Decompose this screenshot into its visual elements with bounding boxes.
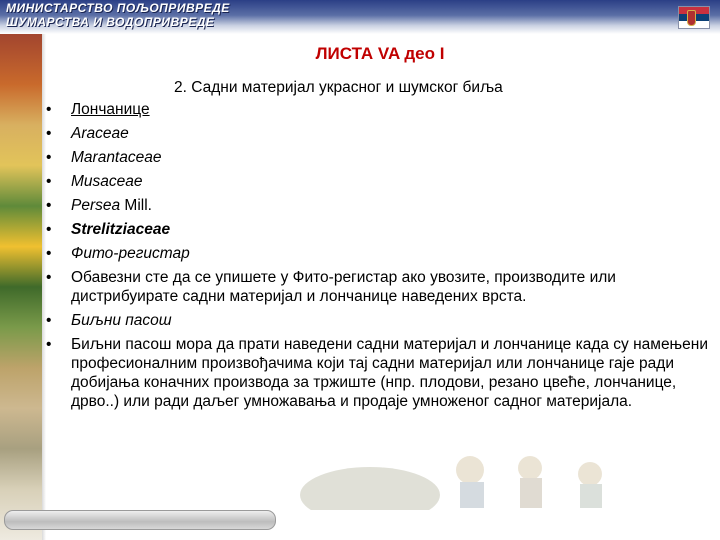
bullet-icon: • xyxy=(46,336,52,353)
ministry-banner xyxy=(0,0,720,34)
bullet-icon: • xyxy=(46,125,52,142)
bullet-icon: • xyxy=(46,312,52,329)
bullet-icon: • xyxy=(46,269,52,286)
list-item xyxy=(44,335,708,411)
list-item-text: Биљни пасош мора да прати наведени садни материјал и лончанице када су намењени професионалним произвођачима који тај садни материјал или лончанице гаје ради добијања коначних производа за тржиште (нпр. плодови, резано цвеће, лончанице, дрво..) или ради даљег умножавања и продаје умноженог садног материјала. xyxy=(71,336,708,410)
list-item xyxy=(44,220,708,239)
ministry-name-line1: МИНИСТАРСТВО ПОЉОПРИВРЕДЕ xyxy=(6,1,230,15)
bullet-icon: • xyxy=(46,101,52,118)
list-item xyxy=(44,148,708,167)
list-item-text: Лончанице xyxy=(71,101,150,118)
list-item xyxy=(44,124,708,143)
list-item xyxy=(44,100,708,119)
ministry-name xyxy=(6,1,230,29)
bullet-icon: • xyxy=(46,221,52,238)
slide-subtitle: 2. Садни материјал украсног и шумског биља xyxy=(174,79,503,96)
list-item-text: Обавезни сте да се упишете у Фито-регистар ако увозите, производите или дистрибуирате садни материјал и лончанице наведених врста. xyxy=(71,269,616,305)
list-item-text: Биљни пасош xyxy=(71,312,172,329)
list-item-text: Strelitziaceae xyxy=(71,221,171,238)
bullet-icon: • xyxy=(46,173,52,190)
list-item-text: Marantaceae xyxy=(71,149,162,166)
list-item xyxy=(44,311,708,330)
ministry-name-line2: ШУМАРСТВА И ВОДОПРИВРЕДЕ xyxy=(6,15,215,29)
list-item xyxy=(44,268,708,306)
cartoon-illustration xyxy=(300,440,640,510)
bullet-list xyxy=(44,100,708,416)
list-item-text: Фито-регистар xyxy=(71,245,190,262)
list-item-text: Musaceae xyxy=(71,173,143,190)
slide-title: ЛИСТА VA део I xyxy=(315,44,445,63)
bullet-icon: • xyxy=(46,197,52,214)
list-item xyxy=(44,244,708,263)
list-item xyxy=(44,196,708,215)
list-item-suffix: Mill. xyxy=(120,197,152,214)
photo-strip xyxy=(0,34,42,540)
list-item xyxy=(44,172,708,191)
bullet-icon: • xyxy=(46,149,52,166)
serbian-flag-icon xyxy=(678,6,710,29)
list-item-text: Persea xyxy=(71,197,121,214)
slide-footer-bar xyxy=(4,510,276,530)
bullet-icon: • xyxy=(46,245,52,262)
list-item-text: Araceae xyxy=(71,125,129,142)
